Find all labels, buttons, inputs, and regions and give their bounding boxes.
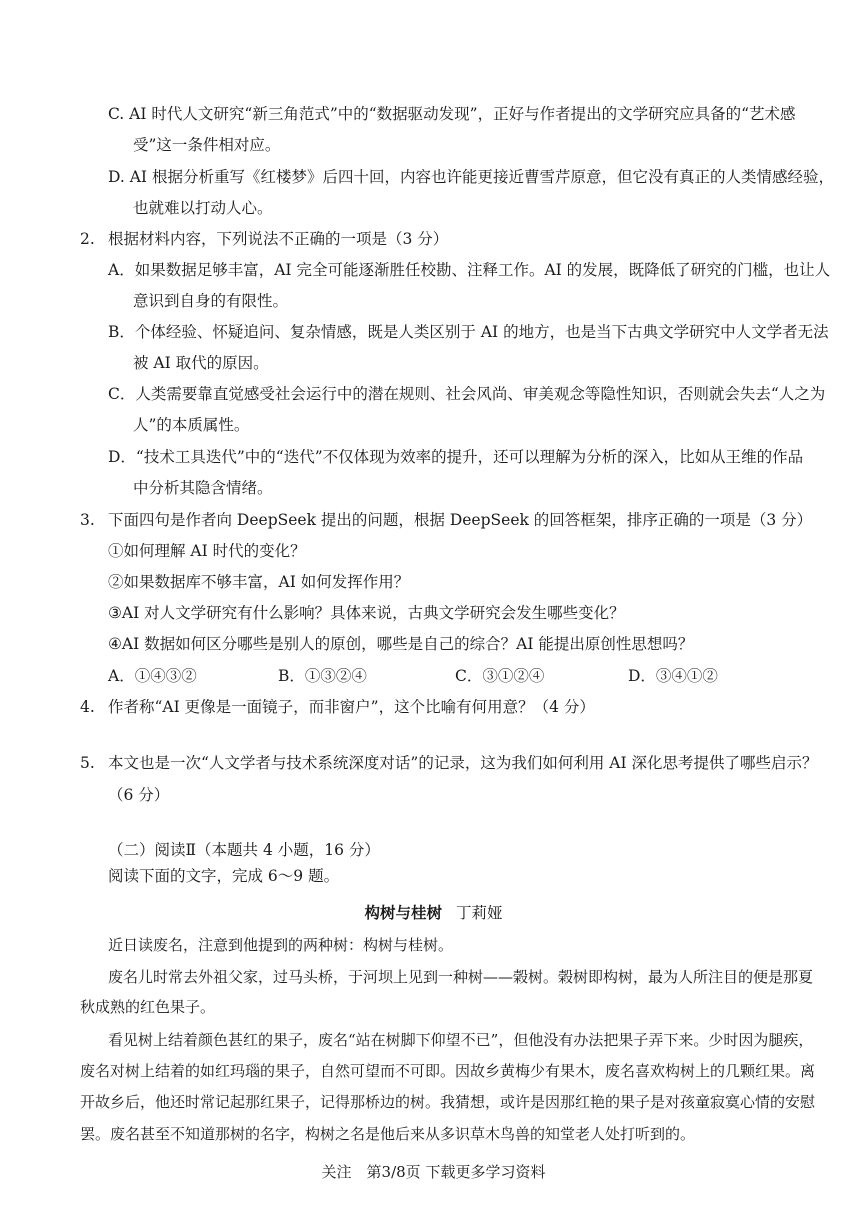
- q2-stem: 根据材料内容，下列说法不正确的一项是（3 分）: [108, 230, 449, 248]
- passage-title: 构树与桂树: [364, 903, 442, 922]
- q2-option-b-line2: 被 AI 取代的原因。: [133, 354, 269, 372]
- q3-choice-c: C．③①②④: [455, 667, 545, 685]
- q1-option-d-line1: D. AI 根据分析重写《红楼梦》后四十回，内容也许能更接近曹雪芹原意，但它没有真正的人类情感经验，: [108, 168, 834, 186]
- q1-option-d-line2: 也就难以打动人心。: [133, 199, 273, 217]
- q2-stem-line: [80, 229, 448, 249]
- q2-option-c-line2: 人”的本质属性。: [133, 416, 250, 434]
- q3-number: 3.: [80, 511, 95, 529]
- q2-option-b-line1: B．个体经验、怀疑追问、复杂情感，既是人类区别于 AI 的地方，也是当下古典文学研究中人文学者无法: [108, 323, 829, 341]
- q2-option-d-line1: D．“技术工具迭代”中的“迭代”不仅体现为效率的提升，还可以理解为分析的深入，比如从王维的作品: [108, 448, 804, 466]
- q3-choice-b: B．①③②④: [278, 667, 367, 685]
- page-footer: 关注 第3/8页 下载更多学习资料: [321, 1163, 546, 1181]
- passage-p3-line4: 罢。废名甚至不知道那树的名字，构树之名是他后来从多识草木鸟兽的知堂老人处打听到的。: [80, 1125, 696, 1143]
- q3-stem-line: [80, 510, 812, 530]
- q5-number: 5.: [80, 754, 95, 772]
- section2-heading: （二）阅读Ⅱ（本题共 4 小题，16 分）: [108, 841, 380, 859]
- q4-number: 4.: [80, 698, 95, 716]
- q3-item-4: ④AI 数据如何区分哪些是别人的原创，哪些是自己的综合？AI 能提出原创性思想吗？: [108, 635, 694, 653]
- q4-stem-line: [80, 697, 595, 717]
- q3-item-2: ②如果数据库不够丰富，AI 如何发挥作用？: [108, 573, 410, 591]
- q1-option-c-line1: C. AI 时代人文研究“新三角范式”中的“数据驱动发现”，正好与作者提出的文学研究应具备的“艺术感: [108, 105, 796, 123]
- q5-stem-line: [80, 753, 818, 773]
- q2-option-a-line2: 意识到自身的有限性。: [133, 292, 289, 310]
- q2-option-d-line2: 中分析其隐含情绪。: [133, 479, 273, 497]
- q3-choice-a: A．①④③②: [108, 667, 197, 685]
- passage-p3-line3: 开故乡后，他还时常记起那红果子，记得那桥边的树。我猜想，或许是因那红艳的果子是对孩童寂寞心情的安慰: [80, 1093, 816, 1111]
- q2-number: 2.: [80, 230, 95, 248]
- section2-instruction: 阅读下面的文字，完成 6～9 题。: [108, 867, 340, 885]
- passage-p3-line2: 废名对树上结着的如红玛瑙的果子，自然可望而不可即。因故乡黄梅少有果木，废名喜欢构树上的几颗红果。离: [80, 1062, 816, 1080]
- q5-score: （6 分）: [108, 786, 170, 804]
- q3-item-1: ①如何理解 AI 时代的变化？: [108, 542, 306, 560]
- q3-stem: 下面四句是作者向 DeepSeek 提出的问题，根据 DeepSeek 的回答框架，排序正确的一项是（3 分）: [108, 511, 813, 529]
- q5-stem: 本文也是一次“人文学者与技术系统深度对话”的记录，这为我们如何利用 AI 深化思考提供了哪些启示？: [108, 754, 818, 772]
- q2-option-c-line1: C．人类需要靠直觉感受社会运行中的潜在规则、社会风尚、审美观念等隐性知识，否则就会失去“人之为: [108, 385, 826, 403]
- passage-author: 丁莉娅: [456, 904, 503, 922]
- q3-choice-d: D．③④①②: [628, 667, 718, 685]
- q2-option-a-line1: A．如果数据足够丰富，AI 完全可能逐渐胜任校勘、注释工作。AI 的发展，既降低了研究的门槛，也让人: [108, 261, 831, 279]
- q3-item-3: ③AI 对人文学研究有什么影响？具体来说，古典文学研究会发生哪些变化？: [108, 604, 625, 622]
- q4-stem: 作者称“AI 更像是一面镜子，而非窗户”，这个比喻有何用意？（4 分）: [108, 698, 595, 716]
- q3-choices: [108, 666, 748, 686]
- passage-p2-line1: 废名儿时常去外祖父家，过马头桥，于河坝上见到一种树——榖树。榖树即构树，最为人所注目的便是那夏: [108, 968, 814, 986]
- passage-p1-line1: 近日读废名，注意到他提到的两种树：构树与桂树。: [108, 936, 454, 954]
- passage-title-line: [0, 903, 867, 923]
- passage-p3-line1: 看见树上结着颜色甚红的果子，废名“站在树脚下仰望不已”，但他没有办法把果子弄下来。少时因为腿疾，: [108, 1031, 814, 1049]
- q1-option-c-line2: 受”这一条件相对应。: [133, 136, 281, 154]
- passage-p2-line2: 秋成熟的红色果子。: [80, 998, 216, 1016]
